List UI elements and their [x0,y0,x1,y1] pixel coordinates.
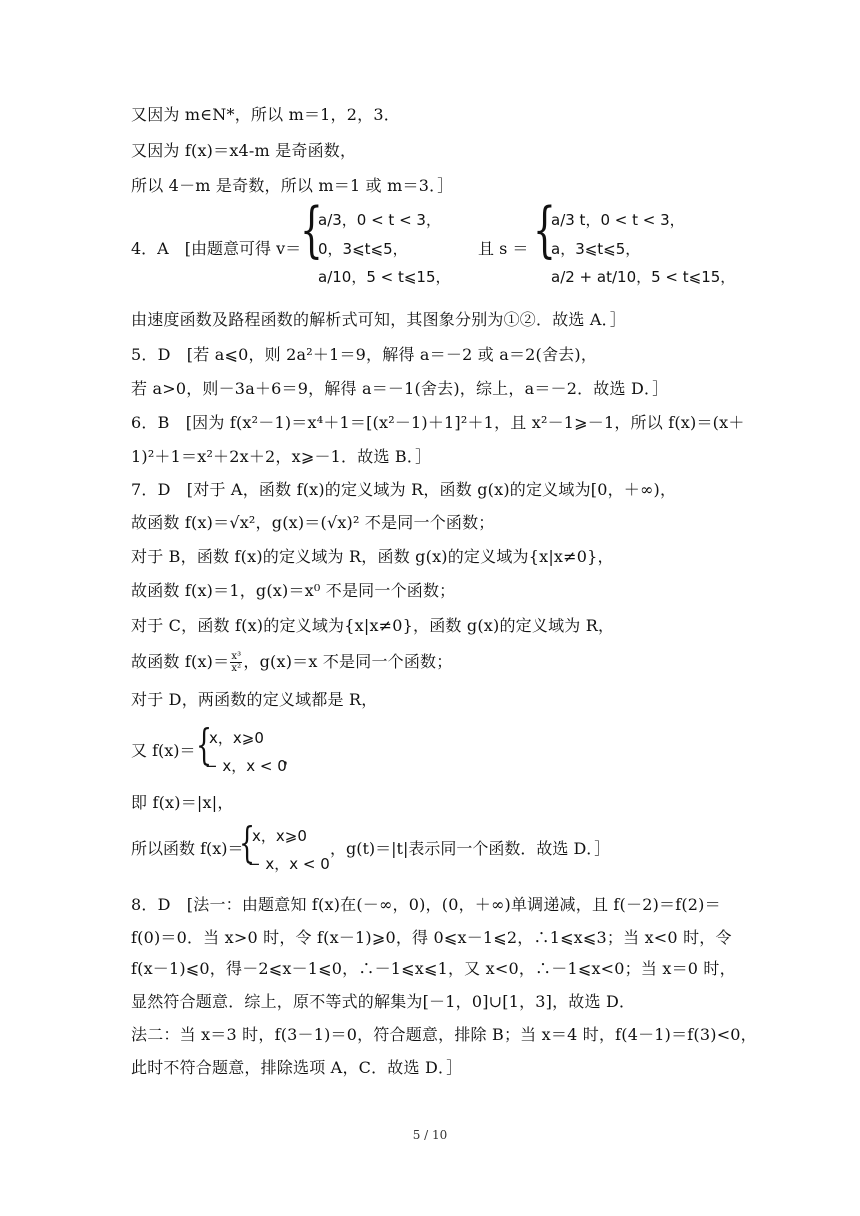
fraction-denominator: x² [231,663,242,674]
text-line: 若 a>0，则－3a＋6＝9，解得 a＝－1(舍去)，综上，a＝－2．故选 D．］ [131,379,669,398]
text-line: 对于 B，函数 f(x)的定义域为 R，函数 g(x)的定义域为{x|x≠0}， [131,547,614,566]
piecewise-suffix: ， [283,748,300,767]
text-fragment: 故函数 f(x)＝ [131,652,230,671]
text-line: 故函数 f(x)＝1，g(x)＝x⁰ 不是同一个函数； [131,581,456,600]
text-line: 故函数 f(x)＝√x²，g(x)＝(√x)² 不是同一个函数； [131,513,495,532]
text-line: f(0)＝0．当 x>0 时，令 f(x－1)⩾0，得 0⩽x－1⩽2，∴1⩽x⩽3；当 x<0 时，令 [131,928,732,947]
text-line: 又因为 f(x)＝x4-m 是奇函数， [131,141,357,160]
piecewise-case: − x，x < 0 [248,855,330,873]
text-line: 由速度函数及路程函数的解析式可知，其图象分别为①②．故选 A．］ [131,310,627,329]
piecewise-case: − x，x < 0 [205,757,287,775]
left-brace-icon: { [196,720,213,769]
q4-v-case: a/10，5 < t⩽15， [318,268,451,286]
q4-s-case: a/2 + at/10，5 < t⩽15， [551,268,736,286]
fraction-numerator: x³ [231,651,242,662]
text-line: 对于 C，函数 f(x)的定义域为{x|x≠0}，函数 g(x)的定义域为 R， [131,616,615,635]
q4-s-case: a，3⩽t⩽5， [551,240,641,258]
left-brace-icon: { [239,818,256,867]
text-line: 显然符合题意．综上，原不等式的解集为[－1，0]∪[1，3]，故选 D． [131,992,636,1011]
piecewise-case: x，x⩾0 [252,827,307,845]
text-line: 1)²＋1＝x²＋2x＋2，x⩾－1．故选 B．］ [131,447,432,466]
text-fragment: ，g(x)＝x 不是同一个函数； [243,652,453,671]
text-line: 6．B [因为 f(x²－1)＝x⁴＋1＝[(x²－1)＋1]²＋1，且 x²－1⩾－1，所以 f(x)＝(x＋ [131,413,745,432]
page-number: 5 / 10 [412,1128,448,1142]
text-line: 即 f(x)＝|x|， [131,793,234,812]
text-line: 此时不符合题意，排除选项 A，C．故选 D．］ [131,1058,463,1077]
piecewise-prefix: 所以函数 f(x)＝ [131,839,244,858]
piecewise-case: x，x⩾0 [209,729,264,747]
text-line: 法二：当 x＝3 时，f(3－1)＝0，符合题意，排除 B；当 x＝4 时，f(4－1)＝f(3)<0， [131,1025,757,1044]
piecewise-suffix: ，g(t)＝|t|表示同一个函数．故选 D．］ [330,839,611,858]
left-brace-icon: { [533,195,556,265]
text-line [131,651,452,674]
text-line: f(x－1)⩽0，得－2⩽x－1⩽0，∴－1⩽x⩽1，又 x<0，∴－1⩽x<0；当 x＝0 时， [131,959,736,978]
left-brace-icon: { [300,195,323,265]
q4-v-case: a/3，0 < t < 3， [318,211,441,229]
text-line: 7．D [对于 A，函数 f(x)的定义域为 R，函数 g(x)的定义域为[0，＋∞)， [131,480,677,499]
q4-prefix: 4．A [由题意可得 v＝ [131,239,302,258]
fraction [230,651,242,674]
q4-mid: 且 s ＝ [478,239,529,258]
text-line: 8．D [法一：由题意知 f(x)在(－∞，0)，(0，＋∞)单调递减，且 f(－2)＝f(2)＝ [131,895,721,914]
text-line: 又因为 m∈N*，所以 m＝1，2，3． [131,105,400,124]
q4-s-case: a/3 t，0 < t < 3， [551,211,685,229]
text-line: 对于 D，两函数的定义域都是 R， [131,690,378,709]
q4-v-case: 0，3⩽t⩽5， [318,240,408,258]
text-line: 所以 4－m 是奇数，所以 m＝1 或 m＝3．］ [131,176,454,195]
piecewise-prefix: 又 f(x)＝ [131,741,196,760]
text-line: 5．D [若 a⩽0，则 2a²＋1＝9，解得 a＝－2 或 a＝2(舍去)， [131,345,598,364]
